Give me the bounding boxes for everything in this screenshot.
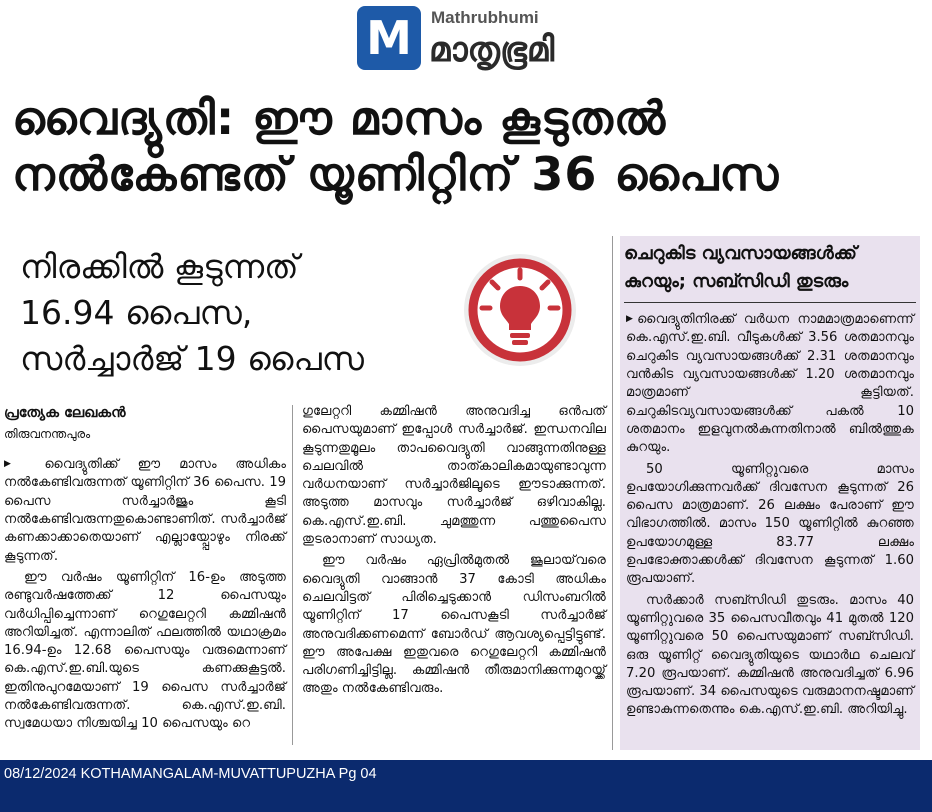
article-column-2	[302, 403, 606, 702]
sidebar-paragraph: സർക്കാർ സബ്സിഡി തുടരും. മാസം 40 യൂണിറ്റുവരെ 35 പൈസവീതവും 41 മുതൽ 120 യൂണിറ്റുവരെ 50 പൈസയുമാണ് സബ്സിഡി. ഒരു യൂണിറ്റ് വൈദ്യുതിയുടെ യഥാർഥ ചെലവ് 7.20 രൂപയാണ്. കമ്മിഷൻ അനുവദിച്ചത് 6.96 രൂപയാണ്. 34 പൈസയുടെ വരുമാനനഷ്ടമാണ് ഉണ്ടാകുന്നതെന്നും കെ.എസ്.ഇ.ബി. അറിയിച്ചു.	[626, 592, 914, 718]
bullet-triangle-icon: ▶	[626, 314, 638, 324]
headline-line-1: വൈദ്യുതി: ഈ മാസം കൂടുതൽ	[12, 91, 667, 145]
sidebar-text	[626, 310, 914, 723]
column-divider	[612, 236, 613, 750]
sidebar-heading	[624, 240, 916, 303]
byline-author: പ്രത്യേക ലേഖകൻ	[4, 405, 126, 421]
headline-line-2: നൽകേണ്ടത് യൂണിറ്റിന് 36 പൈസ	[12, 147, 780, 201]
article-paragraph: ഈ വർഷം ഏപ്രിൽമുതൽ ജൂലായ്‌വരെ വൈദ്യുതി വാങ്ങാൻ 37 കോടി അധികം ചെലവിട്ടത് പിരിച്ചെടുക്കാൻ ഡിസംബറിൽ യൂണിറ്റിന് 17 പൈസകൂടി സർച്ചാർജ് അനുവദിക്കണമെന്ന് ബോർഡ് ആവശ്യപ്പെട്ടിട്ടുണ്ട്. ഈ അപേക്ഷ ഇതുവരെ റെഗുലേറ്ററി കമ്മിഷൻ പരിഗണിച്ചിട്ടില്ല. കമ്മിഷൻ തീരുമാനിക്കുന്നമുറയ്ക്ക് അതും നൽകേണ്ടിവരും.	[302, 553, 606, 697]
sidebar-paragraph: 50 യൂണിറ്റുവരെ മാസം ഉപയോഗിക്കുന്നവർക്ക് ദിവസേന കൂടുന്നത് 26 പൈസ മാത്രമാണ്. 26 ലക്ഷം പേരാണ് ഈ വിഭാഗത്തിൽ. മാസം 150 യൂണിറ്റിൽ കുറഞ്ഞ ഉപയോഗമുള്ള 83.77 ലക്ഷം ഉപഭോക്താക്കൾക്ക് ദിവസേന കൂടുന്നത് 1.60 രൂപയാണ്.	[626, 461, 914, 587]
article-column-1	[4, 455, 286, 737]
subheadline-line-2: 16.94 പൈസ,	[20, 293, 253, 332]
masthead	[0, 0, 932, 82]
column-divider	[292, 405, 293, 745]
lightbulb-icon	[460, 250, 580, 370]
bullet-triangle-icon: ▶	[4, 459, 26, 469]
footer-bar	[0, 760, 932, 812]
article-paragraph: ▶ വൈദ്യുതിക്ക് ഈ മാസം അധികം നൽകേണ്ടിവരുന്നത് യൂണിറ്റിന് 36 പൈസ. 19 പൈസ സർച്ചാർജും കൂടി നൽകേണ്ടിവരുന്നതുകൊണ്ടാണിത്. സർച്ചാർജ് കണക്കാക്കാതെയാണ് എല്ലായ്പ്പോഴും നിരക്ക് കൂടുന്നത്.	[4, 457, 287, 564]
subheadline-line-3: സർച്ചാർജ് 19 പൈസ	[20, 339, 364, 378]
article-paragraph: ഈ വർഷം യൂണിറ്റിന് 16-ഉം അടുത്ത രണ്ടുവർഷത്തേക്ക് 12 പൈസയും വർധിപ്പിച്ചെന്നാണ് റെഗുലേറ്ററി കമ്മിഷൻ അറിയിച്ചത്. എന്നാലിത് ഫലത്തിൽ യഥാക്രമം 16.94-ഉം 12.68 പൈസയും വരുമെന്നാണ് കെ.എസ്.ഇ.ബി.യുടെ കണക്കുകൂട്ടൽ. ഇതിനുപുറമേയാണ് 19 പൈസ സർച്ചാർജ് നൽകേണ്ടിവരുന്നത്. കെ.എസ്.ഇ.ബി. സ്വമേധയാ നിശ്ചയിച്ച 10 പൈസയും റെ	[4, 569, 286, 732]
byline-place: തിരുവനന്തപുരം	[4, 427, 91, 441]
article-paragraph: ഗുലേറ്ററി കമ്മിഷൻ അനുവദിച്ച ഒൻപത് പൈസയുമാണ് ഇപ്പോൾ സർച്ചാർജ്. ഇന്ധനവില കൂടുന്നതുമൂലം താപവൈദ്യുതി വാങ്ങുന്നതിനുള്ള ചെലവിൽ താത്കാലികമായുണ്ടാവുന്ന വർധനയാണ് സർച്ചാർജിലൂടെ ഈടാക്കുന്നത്. അടുത്ത മാസവും സർച്ചാർജ് ഒഴിവാകില്ല. കെ.എസ്.ഇ.ബി. ചുമത്തുന്ന പത്തുപൈസ തുടരാനാണ് സാധ്യത.	[302, 404, 606, 548]
mathrubhumi-logo-icon: M	[357, 6, 421, 70]
subheadline	[20, 244, 440, 382]
sidebar-paragraph: ▶വൈദ്യുതിനിരക്ക് വർധന നാമമാത്രമാണെന്ന് കെ.എസ്.ഇ.ബി. വീടുകൾക്ക് 3.56 ശതമാനവും ചെറുകിട വ്യവസായങ്ങൾക്ക് 2.31 ശതമാനവും വൻകിട വ്യവസായങ്ങൾക്ക് 1.20 ശതമാനവും മാത്രമാണ് കൂട്ടിയത്. ചെറുകിടവ്യവസായങ്ങൾക്ക് പകൽ 10 ശതമാനം ഇളവുനൽകുന്നതിനാൽ ബിൽത്തുക കുറയും.	[626, 312, 914, 456]
edition-info: 08/12/2024 KOTHAMANGALAM-MUVATTUPUZHA Pg 04	[4, 766, 377, 782]
subheadline-line-1: നിരക്കിൽ കൂടുന്നത്	[20, 247, 299, 286]
sidebar-heading-line-1: ചെറുകിട വ്യവസായങ്ങൾക്ക്	[624, 243, 857, 264]
sidebar-box	[620, 236, 920, 750]
sidebar-heading-line-2: കുറയും; സബ്സിഡി തുടരും	[624, 271, 849, 292]
brand-name-malayalam: മാതൃഭൂമി	[429, 30, 555, 70]
headline	[12, 90, 927, 202]
brand-name-english: Mathrubhumi	[431, 8, 539, 27]
